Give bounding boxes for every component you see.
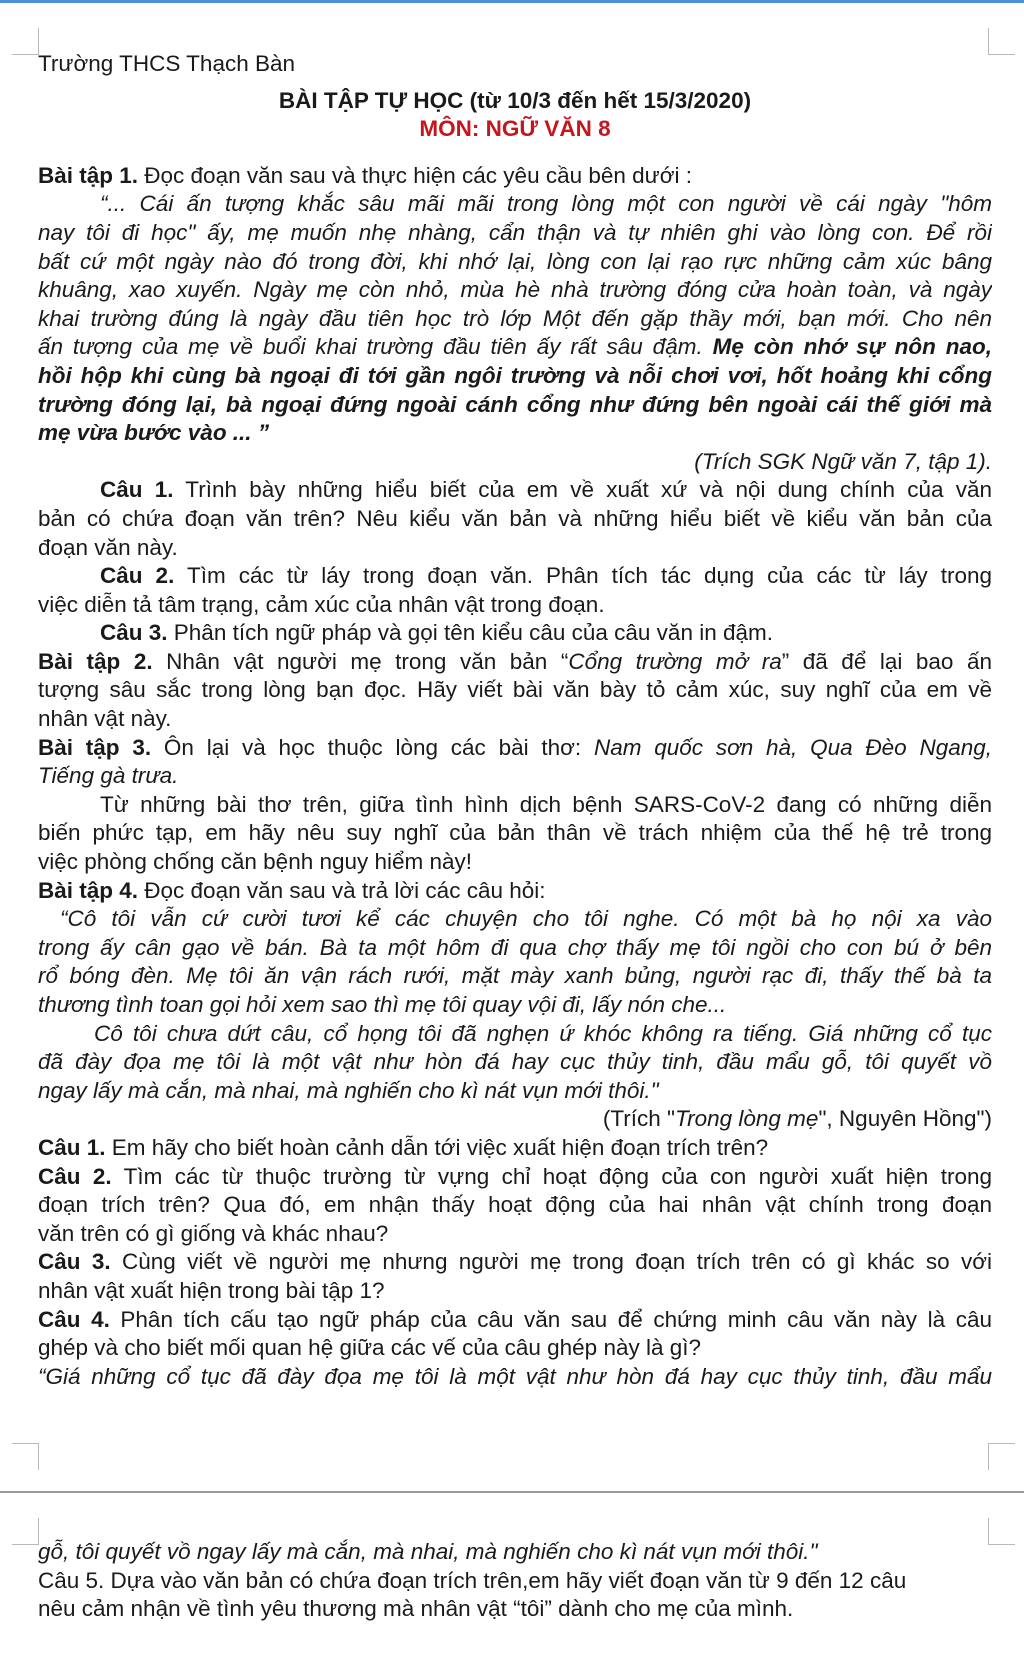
exercise-1-heading: Bài tập 1. Đọc đoạn văn sau và thực hiện các yêu cầu bên dưới : [38,162,692,188]
exercise-line: việc phòng chống căn bệnh nguy hiểm này! [38,849,473,875]
question-line: đoạn trích trên? Qua đó, em nhận thấy hoạt động của hai nhân vật chính trong đoạn [38,1192,992,1218]
quoted-sentence: “Giá những cổ tục đã đày đọa mẹ tôi là một vật như hòn đá hay cục thủy tinh, đầu mẩu [38,1363,992,1389]
passage-line: khai trường đúng là ngày đầu tiên học trò lớp Một đến gặp thầy mới, bạn mới. Cho nên [38,305,992,331]
passage-bold-line: hồi hộp khi cùng bà ngoại đi tới gần ngôi trường và nỗi chơi vơi, hốt hoảng khi cổng [38,362,992,388]
page-corner-mark [12,28,39,55]
page-corner-mark [12,1443,39,1470]
school-name: Trường THCS Thạch Bàn [38,51,296,76]
passage-source: (Trích SGK Ngữ văn 7, tập 1). [694,448,992,474]
question-3: Câu 3. Phân tích ngữ pháp và gọi tên kiểu câu của câu văn in đậm. [100,620,773,646]
question-1: Câu 1. Trình bày những hiểu biết của em về xuất xứ và nội dung chính của văn [100,477,992,503]
question-line: bản có chứa đoạn văn trên? Nêu kiểu văn bản và những hiểu biết về kiểu văn bản của [38,505,992,531]
passage-source: (Trích "Trong lòng mẹ", Nguyên Hồng") [602,1106,992,1132]
question-3: Câu 3. Cùng viết về người mẹ nhưng người mẹ trong đoạn trích trên có gì khác so với [38,1249,992,1275]
passage-line: “Cô tôi vẫn cứ cười tươi kể các chuyện cho tôi nghe. Có một bà họ nội xa vào [60,906,992,932]
page-break [0,1491,1024,1493]
exercise-line: tượng sâu sắc trong lòng bạn đọc. Hãy viết bài văn bày tỏ cảm xúc, suy nghĩ của em về [38,677,992,703]
question-line: việc diễn tả tâm trạng, cảm xúc của nhân vật trong đoạn. [38,591,605,617]
page-corner-mark [12,1518,39,1545]
poem-title: Tiếng gà trưa. [38,763,179,789]
passage-line: Cô tôi chưa dứt câu, cổ họng tôi đã nghẹn ứ khóc không ra tiếng. Giá những cổ tục [94,1020,992,1046]
exercise-3-heading: Bài tập 3. Ôn lại và học thuộc lòng các bài thơ: Nam quốc sơn hà, Qua Đèo Ngang, [38,734,992,760]
passage-line: nay tôi đi học" ấy, mẹ muốn nhẹ nhàng, cẩn thận và tự nhiên ghi vào lòng con. Để rồi [38,219,992,245]
exercise-line: nhân vật này. [38,706,172,732]
quoted-sentence: gỗ, tôi quyết vồ ngay lấy mà cắn, mà nhai, mà nghiến cho kì nát vụn mới thôi." [38,1539,818,1564]
page-corner-mark [988,1443,1015,1470]
passage-line: trong ấy cân gạo về bán. Bà ta một hôm đi qua chợ thấy mẹ tôi ngồi cho con bú ở bên [38,934,992,960]
subject-title: MÔN: NGỮ VĂN 8 [419,116,611,142]
document-title: BÀI TẬP TỰ HỌC (từ 10/3 đến hết 15/3/2020) [278,87,752,113]
passage-line: “... Cái ấn tượng khắc sâu mãi mãi trong lòng một con người về cái ngày "hôm [100,191,992,217]
question-line: đoạn văn này. [38,534,178,560]
question-line: nêu cảm nhận về tình yêu thương mà nhân vật “tôi” dành cho mẹ của mình. [38,1596,794,1622]
question-5: Câu 5. Dựa vào văn bản có chứa đoạn trích trên,em hãy viết đoạn văn từ 9 đến 12 câu [38,1567,907,1593]
top-accent-bar [0,0,1024,3]
page-corner-mark [988,28,1015,55]
passage-bold-line: trường đóng lại, bà ngoại đứng ngoài cánh cổng như đứng bên ngoài cái thế giới mà [38,391,992,417]
passage-line: bất cứ một ngày nào đó trong đời, khi nhớ lại, lòng con lại rạo rực những cảm xúc bâng [38,248,992,274]
document-page-2 [38,1538,992,1624]
passage-line: đã đày đọa mẹ tôi là một vật như hòn đá hay cục thủy tinh, đầu mẩu gỗ, tôi quyết vồ [38,1049,992,1075]
question-line: nhân vật xuất hiện trong bài tập 1? [38,1277,385,1303]
question-line: văn trên có gì giống và khác nhau? [38,1220,389,1246]
exercise-line: biến phức tạp, em hãy nêu suy nghĩ của bản thân về trách nhiệm của thế hệ trẻ trong [38,820,992,846]
exercise-line: Từ những bài thơ trên, giữa tình hình dịch bệnh SARS-CoV-2 đang có những diễn [100,791,992,817]
question-4: Câu 4. Phân tích cấu tạo ngữ pháp của câu văn sau để chứng minh câu văn này là câu [38,1306,992,1332]
passage-line: thương tình toan gọi hỏi xem sao thì mẹ tôi quay vội đi, lấy nón che... [38,992,727,1017]
exercise-2-heading: Bài tập 2. Nhân vật người mẹ trong văn bản “Cổng trường mở ra” đã để lại bao ấn [38,648,992,674]
question-2: Câu 2. Tìm các từ láy trong đoạn văn. Phân tích tác dụng của các từ láy trong [100,563,992,589]
passage-line: khuâng, xao xuyến. Ngày mẹ còn nhỏ, mùa hè nhà trường đóng cửa hoàn toàn, và ngày [38,277,992,303]
passage-line: ngay lấy mà cắn, mà nhai, mà nghiến cho kì nát vụn mới thôi." [38,1077,659,1103]
document-page-1 [38,50,992,1391]
exercise-4-heading: Bài tập 4. Đọc đoạn văn sau và trả lời các câu hỏi: [38,877,546,903]
passage-line: rổ bóng đèn. Mẹ tôi ăn vận rách rưới, mặt mày xanh bủng, người rạc đi, thấy thế bà ta [38,963,992,989]
question-line: ghép và cho biết mối quan hệ giữa các vế của câu ghép này là gì? [38,1335,702,1361]
page-corner-mark [988,1518,1015,1545]
question-2: Câu 2. Tìm các từ thuộc trường từ vựng chỉ hoạt động của con người xuất hiện trong [38,1163,992,1189]
passage-bold-line: mẹ vừa bước vào ... ” [38,420,270,446]
passage-line: ấn tượng của mẹ về buổi khai trường đầu tiên ấy rất sâu đậm. Mẹ còn nhớ sự nôn nao, [38,334,992,360]
question-1: Câu 1. Em hãy cho biết hoàn cảnh dẫn tới việc xuất hiện đoạn trích trên? [38,1134,769,1160]
